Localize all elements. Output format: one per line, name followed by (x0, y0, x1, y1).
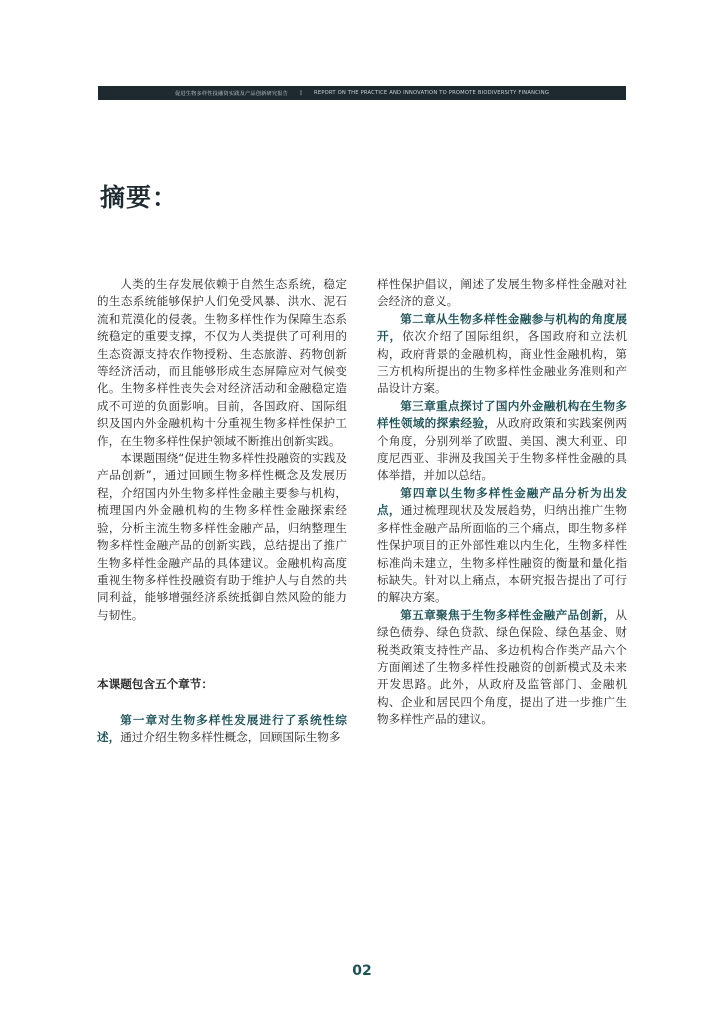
chapter1-text: 通过介绍生物多样性概念，回顾国际生物多 (120, 729, 341, 744)
chapter5-highlight: 第五章聚焦于生物多样性金融产品创新， (400, 607, 616, 622)
chapter4-text: 通过梳理现状及发展趋势，归纳出推广生物多样性金融产品所面临的三个痛点，即生物多样性保护项目的正外部性难以内生化，生物多样性标准尚未建立，生物多样性融资的衡量和量化指标缺失。针对以上痛点，本研究报告提出了可行的解决方案。 (377, 503, 627, 605)
header-title-cn: 促进生物多样性投融资实践及产品创新研究报告 (174, 90, 289, 97)
chapter3-highlight: 第三章重点探讨了国内外金融机构在生物多样性领域的探索经验， (377, 398, 627, 431)
scope-paragraph: 本课题围绕“促进生物多样性投融资的实践及产品创新”，通过回顾生物多样性概念及发展历程，介绍国内外生物多样性金融主要参与机构，梳理国内外金融机构的生物多样性金融探索经验，分析主流生物多样性金融产品，归纳整理生物多样性金融产品的创新实践，总结提出了推广生物多样性金融产品的具体建议。金融机构高度重视生物多样性投融资有助于维护人与自然的共同利益，能够增强经济系统抵御自然风险的能力与韧性。 (97, 451, 347, 622)
chapters-subheading: 本课题包含五个章节： (97, 677, 213, 692)
right-column (377, 276, 627, 729)
chapter1-highlight: 第一章对生物多样性发展进行了系统性综述， (97, 712, 347, 744)
page-title: 摘要： (100, 183, 179, 212)
header-separator: | (300, 90, 303, 96)
chapter5-paragraph (377, 607, 627, 729)
running-header (98, 86, 626, 100)
chapter1-paragraph (97, 712, 347, 747)
chapter2-text: 依次介绍了国际组织，各国政府和立法机构，政府背景的金融机构，商业性金融机构，第三方机构所提出的生物多样性金融业务准则和产品设计方案。 (377, 329, 627, 396)
page-number: 02 (352, 963, 372, 979)
intro-paragraph: 人类的生存发展依赖于自然生态系统，稳定的生态系统能够保护人们免受风暴、洪水、泥石流和荒漠化的侵袭。生物多样性作为保障生态系统稳定的重要支撑，不仅为人类提供了可利用的生态资源支持农作物授粉、生态旅游、药物创新等经济活动，而且能够形成生态屏障应对气候变化。生物多样性丧失会对经济活动和金融稳定造成不可逆的负面影响。目前，各国政府、国际组织及国内外金融机构十分重视生物多样性保护工作，在生物多样性保护领域不断推出创新实践。 (97, 277, 347, 448)
chapter2-highlight: 第二章从生物多样性金融参与机构的角度展开， (377, 311, 627, 344)
header-title-en: REPORT ON THE PRACTICE AND INNOVATION TO PROMOTE BIODIVERSITY FINANCING (314, 90, 550, 96)
chapter3-text: 从政府政策和实践案例两个角度，分别列举了欧盟、美国、澳大利亚、印度尼西亚、非洲及我国关于生物多样性金融的具体举措，并加以总结。 (377, 416, 627, 483)
chapter2-paragraph (377, 311, 627, 398)
chapter3-paragraph (377, 398, 627, 485)
chapter4-paragraph (377, 485, 627, 607)
chapter4-highlight: 第四章以生物多样性金融产品分析为出发点， (377, 485, 627, 518)
left-column (97, 276, 347, 746)
chapter1-continuation: 样性保护倡议，阐述了发展生物多样性金融对社会经济的意义。 (377, 277, 627, 309)
chapter5-text: 从绿色债券、绿色贷款、绿色保险、绿色基金、财税类政策支持性产品、多边机构合作类产品六个方面阐述了生物多样性投融资的创新模式及未来开发思路。此外，从政府及监管部门、金融机构、企业和居民四个角度，提出了进一步推广生物多样性产品的建议。 (377, 607, 627, 727)
